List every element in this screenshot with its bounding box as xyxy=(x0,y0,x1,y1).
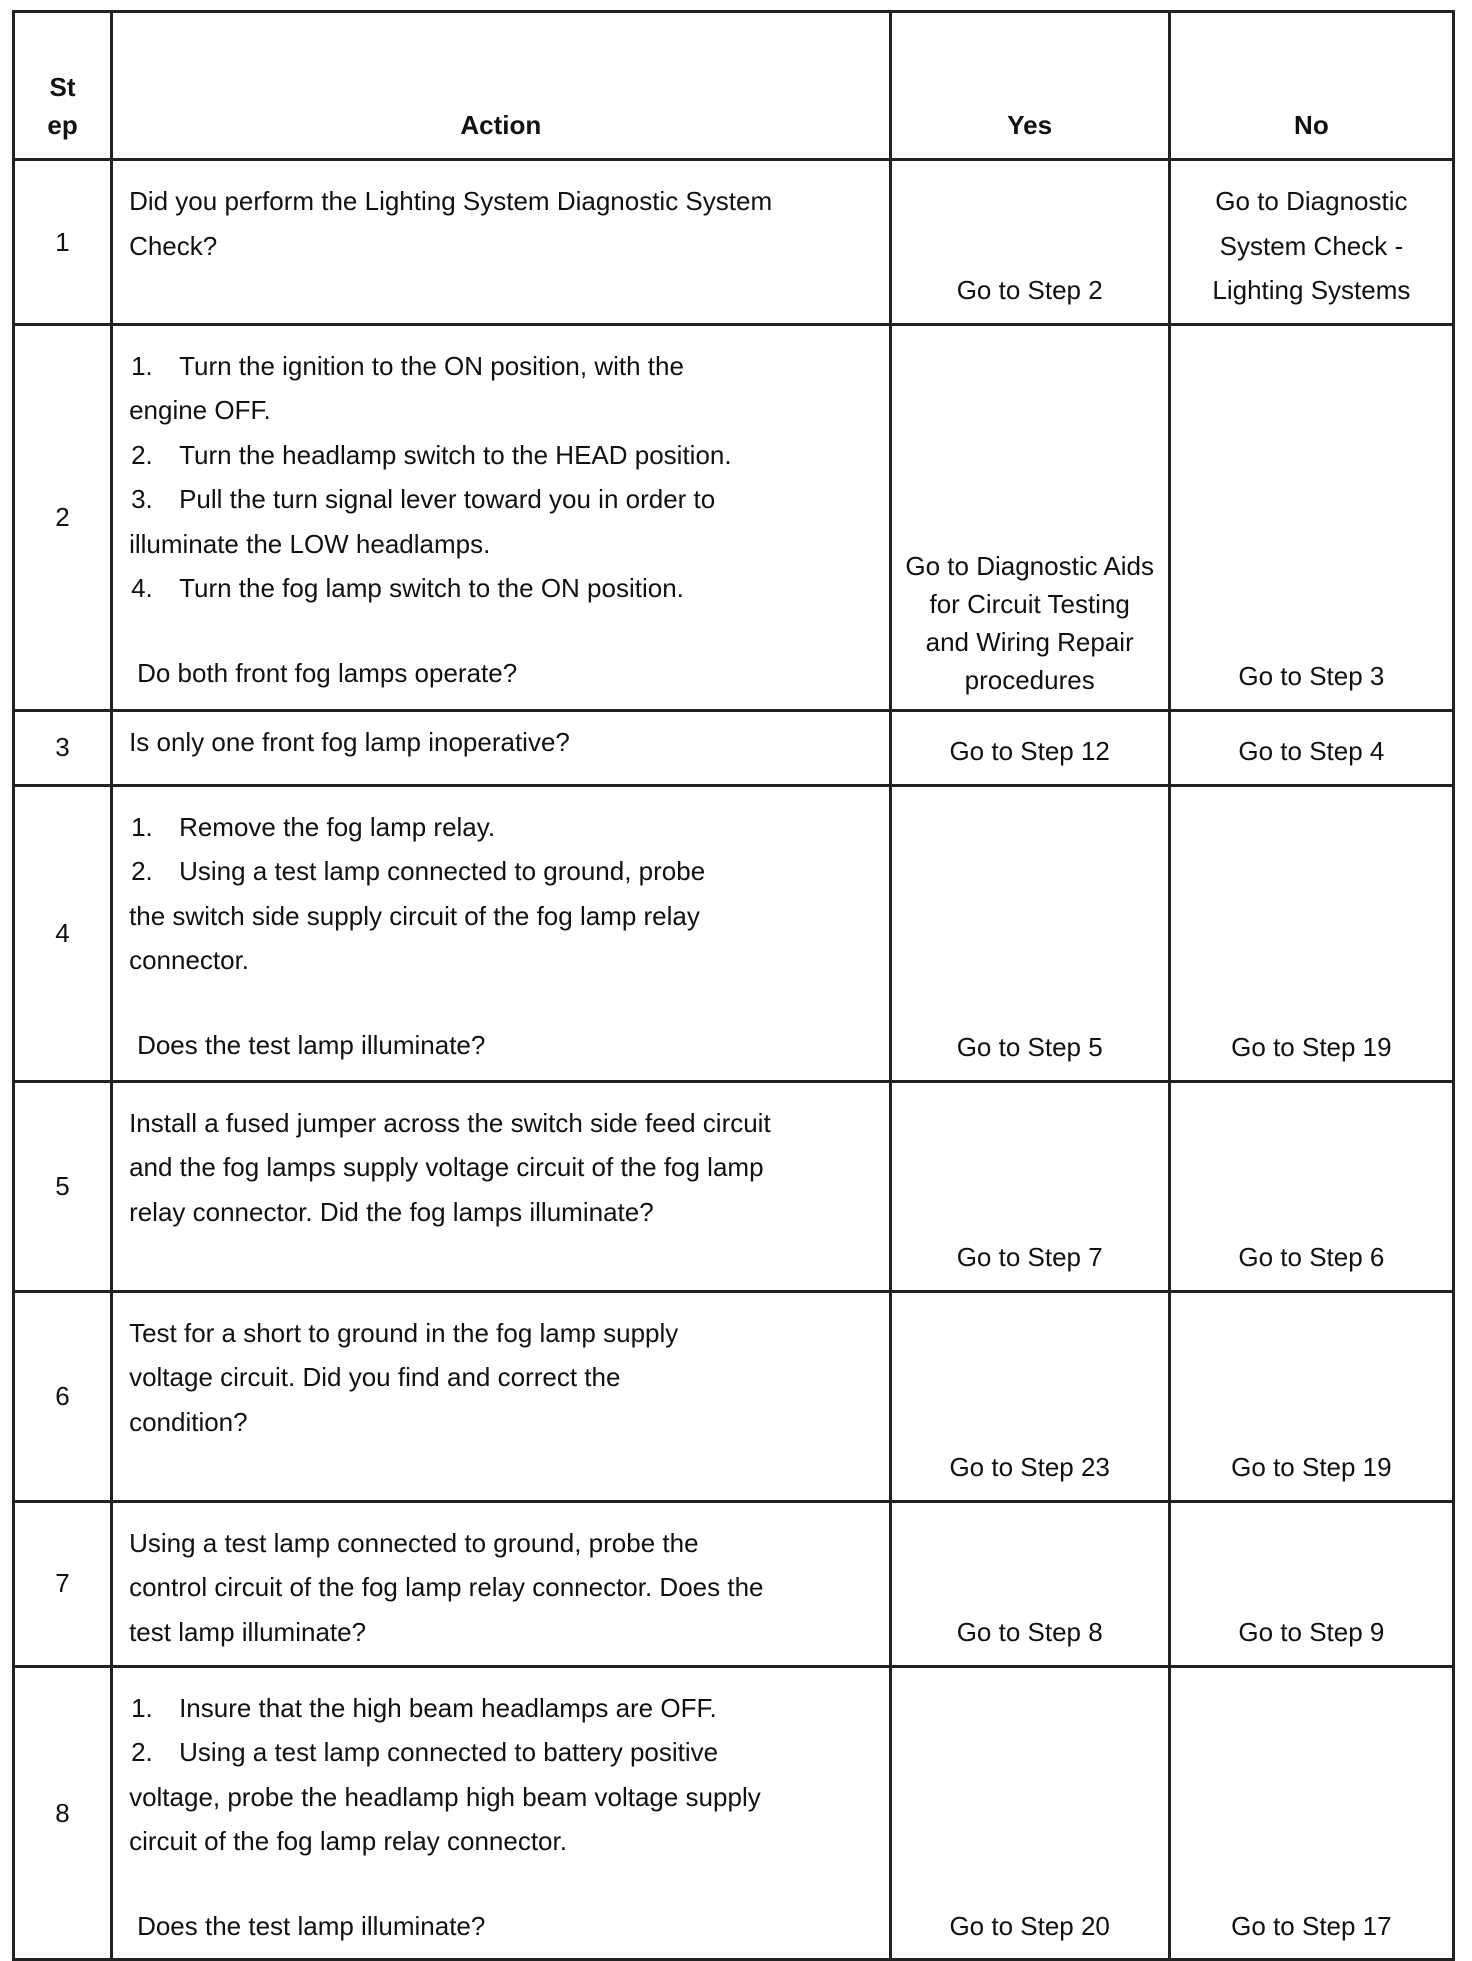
action-cell: Is only one front fog lamp inoperative? xyxy=(112,710,891,785)
action-cell: 1. Remove the fog lamp relay. 2. Using a test lamp connected to ground, probe the switch side supply circuit of the fog lamp relay connector. Does the test lamp illuminate? xyxy=(112,785,891,1081)
step-number: 2 xyxy=(14,324,112,710)
step-number: 5 xyxy=(14,1081,112,1291)
yes-cell: Go to Step 12 xyxy=(890,710,1169,785)
action-question: Does the test lamp illuminate? xyxy=(137,1910,486,1941)
action-cell: Test for a short to ground in the fog lamp supply voltage circuit. Did you find and correct the condition? xyxy=(112,1291,891,1501)
table-row xyxy=(14,785,1454,1081)
yes-cell: Go to Step 2 xyxy=(890,160,1169,325)
no-cell: Go to Step 19 xyxy=(1169,785,1453,1081)
step-number: 8 xyxy=(14,1666,112,1960)
action-question: Does the test lamp illuminate? xyxy=(137,1029,486,1060)
yes-cell: Go to Step 8 xyxy=(890,1501,1169,1666)
step-number: 7 xyxy=(14,1501,112,1666)
yes-cell: Go to Step 20 xyxy=(890,1666,1169,1960)
yes-cell: Go to Step 5 xyxy=(890,785,1169,1081)
yes-cell: Go to Step 7 xyxy=(890,1081,1169,1291)
table-row xyxy=(14,1501,1454,1666)
no-cell: Go to Step 9 xyxy=(1169,1501,1453,1666)
action-cell: 1. Turn the ignition to the ON position, with the engine OFF. 2. Turn the headlamp switch to the HEAD position. 3. Pull the turn signal lever toward you in order to illuminate the LOW headlamps. 4. Turn the fog lamp switch to the ON position. Do both front fog lamps operate? xyxy=(112,324,891,710)
action-cell: Using a test lamp connected to ground, probe the control circuit of the fog lamp relay connector. Does the test lamp illuminate? xyxy=(112,1501,891,1666)
step-number: 4 xyxy=(14,785,112,1081)
step-number: 6 xyxy=(14,1291,112,1501)
no-cell: Go to Step 19 xyxy=(1169,1291,1453,1501)
table-row xyxy=(14,160,1454,325)
yes-cell: Go to Diagnostic Aids for Circuit Testing and Wiring Repair procedures xyxy=(890,324,1169,710)
table-row xyxy=(14,1666,1454,1960)
no-cell: Go to Step 3 xyxy=(1169,324,1453,710)
step-number: 1 xyxy=(14,160,112,325)
no-cell: Go to Step 4 xyxy=(1169,710,1453,785)
header-row xyxy=(14,12,1454,160)
action-question: Do both front fog lamps operate? xyxy=(137,657,518,688)
table-row xyxy=(14,1081,1454,1291)
step-number: 3 xyxy=(14,710,112,785)
step-header: St ep xyxy=(14,12,112,160)
table-row xyxy=(14,710,1454,785)
no-cell: Go to Step 17 xyxy=(1169,1666,1453,1960)
diagnostic-table xyxy=(12,10,1455,1961)
action-cell: Did you perform the Lighting System Diagnostic System Check? xyxy=(112,160,891,325)
no-cell: Go to Step 6 xyxy=(1169,1081,1453,1291)
action-cell: Install a fused jumper across the switch side feed circuit and the fog lamps supply voltage circuit of the fog lamp relay connector. Did the fog lamps illuminate? xyxy=(112,1081,891,1291)
no-cell: Go to Diagnostic System Check - Lighting Systems xyxy=(1169,160,1453,325)
action-header: Action xyxy=(112,12,891,160)
yes-header: Yes xyxy=(890,12,1169,160)
action-cell: 1. Insure that the high beam headlamps are OFF. 2. Using a test lamp connected to battery positive voltage, probe the headlamp high beam voltage supply circuit of the fog lamp relay connector. Does the test lamp illuminate? xyxy=(112,1666,891,1960)
yes-cell: Go to Step 23 xyxy=(890,1291,1169,1501)
table-row xyxy=(14,1291,1454,1501)
table-row xyxy=(14,324,1454,710)
no-header: No xyxy=(1169,12,1453,160)
